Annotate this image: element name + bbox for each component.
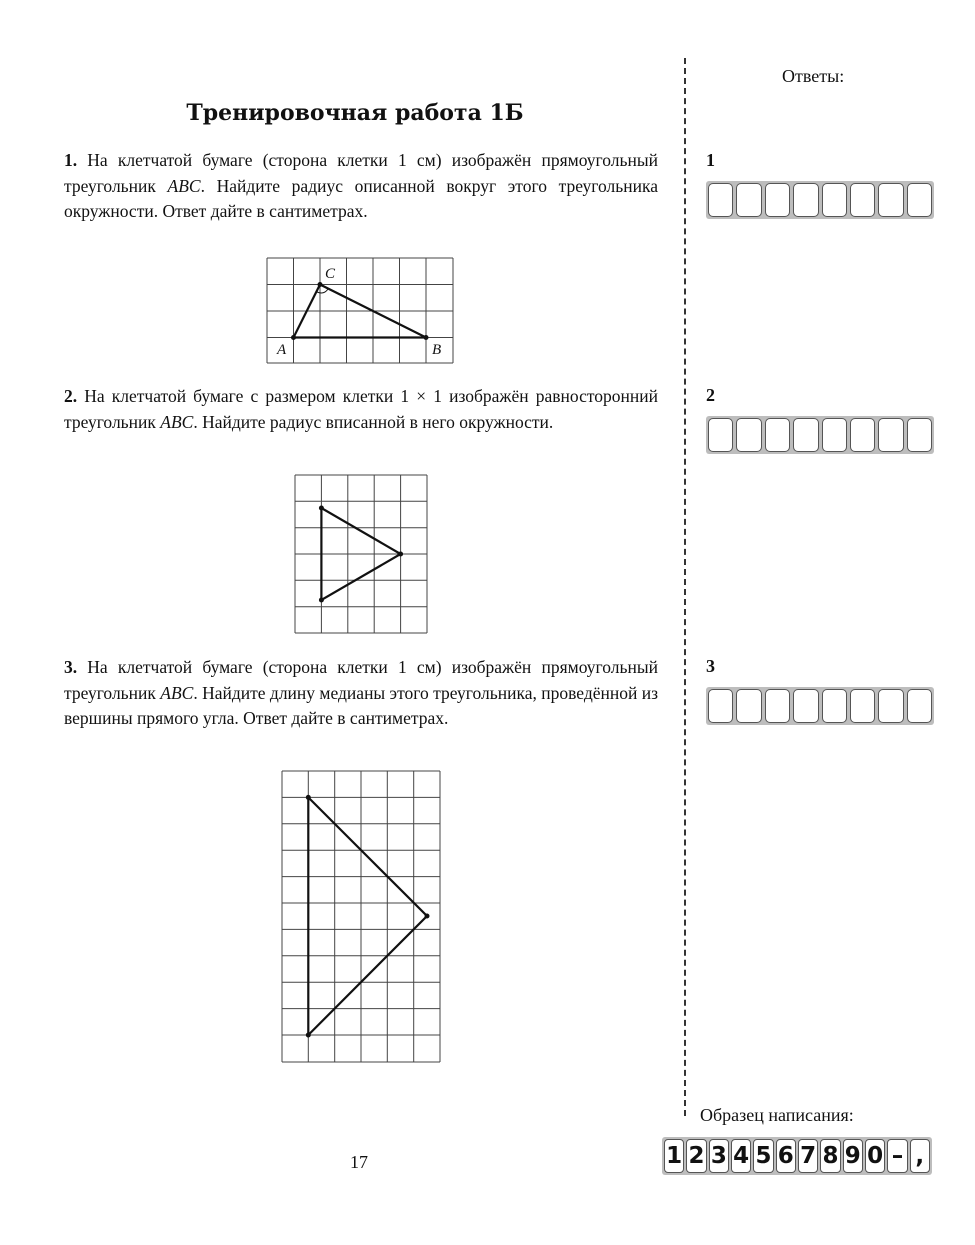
answer-2-number: 2 (706, 385, 715, 405)
answer-cell[interactable] (765, 418, 790, 452)
sample-char: 5 (753, 1139, 773, 1173)
task-1-number: 1. (64, 150, 78, 170)
task-2-figure (294, 474, 430, 636)
answer-cell[interactable] (765, 183, 790, 217)
sample-char: 8 (820, 1139, 840, 1173)
sample-char: 4 (731, 1139, 751, 1173)
answer-cell[interactable] (793, 689, 818, 723)
answer-3-field[interactable] (706, 687, 934, 725)
sample-char: , (910, 1139, 930, 1173)
answer-cell[interactable] (708, 418, 733, 452)
answer-3-number: 3 (706, 656, 715, 676)
answer-1-field[interactable] (706, 181, 934, 219)
answer-cell[interactable] (907, 689, 932, 723)
answer-cell[interactable] (765, 689, 790, 723)
answer-cell[interactable] (907, 183, 932, 217)
sample-char: 1 (664, 1139, 684, 1173)
page-title: Тренировочная работа 1Б (186, 100, 524, 126)
task-3-text (64, 655, 658, 732)
answers-label: Ответы: (782, 66, 845, 86)
answer-cell[interactable] (878, 689, 903, 723)
task-1-text-part1: На клетчатой бумаге (сторона клетки 1 см) изображён прямоугольный треугольник (64, 150, 658, 196)
answer-cell[interactable] (822, 183, 847, 217)
sample-char: – (887, 1139, 907, 1173)
answer-cell[interactable] (793, 418, 818, 452)
answer-cell[interactable] (736, 418, 761, 452)
task-1-var: ABC (167, 175, 201, 196)
sample-label: Образец написания: (700, 1105, 854, 1125)
sample-char: 0 (865, 1139, 885, 1173)
sample-char: 2 (686, 1139, 706, 1173)
task-2-text-part1: На клетчатой бумаге с размером клетки 1 × 1 изображён равносторонний треугольник (64, 386, 658, 432)
answer-cell[interactable] (878, 418, 903, 452)
answer-cell[interactable] (822, 418, 847, 452)
answer-cell[interactable] (793, 183, 818, 217)
page-number: 17 (350, 1152, 368, 1172)
task-3-triangle (308, 797, 427, 1035)
answer-1-number: 1 (706, 150, 715, 170)
answer-cell[interactable] (822, 689, 847, 723)
task-3-text-part2: . Найдите длину медианы этого треугольника, проведённой из вершины прямого угла. Ответ дайте в сантиметрах. (64, 682, 658, 728)
answer-cell[interactable] (736, 183, 761, 217)
task-1-text-part2: . Найдите радиус описанной вокруг этого треугольника окружности. Ответ дайте в сантиметрах. (64, 175, 658, 221)
answer-cell[interactable] (878, 183, 903, 217)
task-3-number: 3. (64, 657, 78, 677)
answer-cell[interactable] (907, 418, 932, 452)
answer-2-field[interactable] (706, 416, 934, 454)
task-3-text-part1: На клетчатой бумаге (сторона клетки 1 см) изображён прямоугольный треугольник (64, 657, 658, 703)
task-1-label-b: B (432, 342, 442, 358)
answer-cell[interactable] (708, 183, 733, 217)
task-2-number: 2. (64, 386, 78, 406)
answer-cell[interactable] (850, 183, 875, 217)
sample-char: 6 (776, 1139, 796, 1173)
answer-cell[interactable] (708, 689, 733, 723)
task-1-grid (267, 258, 453, 363)
task-1-label-a: A (277, 342, 287, 358)
sample-row (662, 1137, 932, 1175)
task-1-label-c: C (325, 266, 336, 282)
sample-char: 3 (709, 1139, 729, 1173)
task-3-grid (282, 771, 440, 1062)
task-1-text (64, 148, 658, 225)
task-2-text (64, 384, 658, 435)
answer-cell[interactable] (850, 689, 875, 723)
sample-char: 7 (798, 1139, 818, 1173)
task-2-grid (295, 475, 427, 633)
task-2-var: ABC (160, 411, 194, 432)
column-divider (684, 58, 686, 1116)
task-2-text-part2: . Найдите радиус вписанной в него окружности. (193, 411, 554, 432)
answer-cell[interactable] (850, 418, 875, 452)
sample-char: 9 (843, 1139, 863, 1173)
task-3-var: ABC (160, 682, 194, 703)
answer-cell[interactable] (736, 689, 761, 723)
task-1-figure (266, 257, 456, 365)
task-3-figure (281, 770, 443, 1066)
